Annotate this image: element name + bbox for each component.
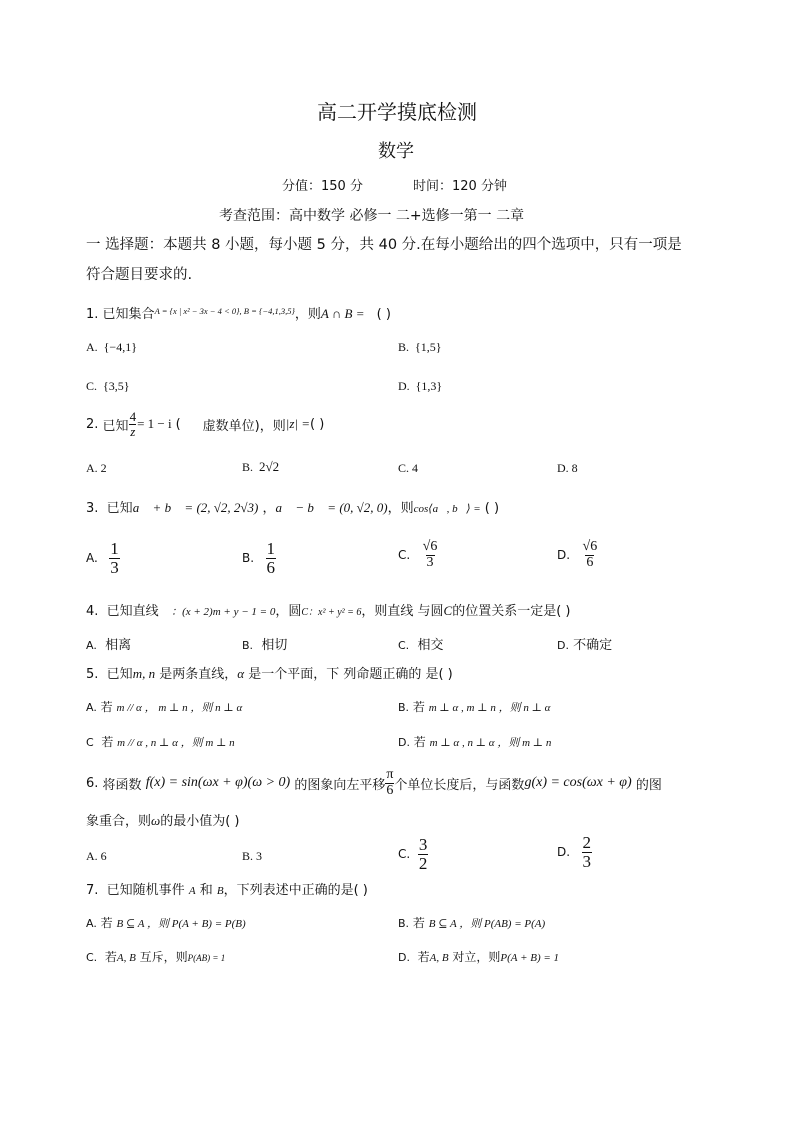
question-5 — [86, 663, 453, 682]
q7-option-b[interactable] — [398, 914, 545, 931]
variable-mn: m, n — [132, 666, 156, 681]
unit-note: 虚数单位)，则 — [202, 418, 286, 434]
page-title: 高二开学摸底检测 — [317, 100, 477, 124]
option-label: A. — [86, 849, 98, 863]
q6-option-d[interactable] — [557, 834, 592, 871]
option-label: C. — [398, 847, 411, 862]
paren-open: ( — [175, 416, 181, 432]
abs-expr: |z| = — [285, 416, 310, 432]
section-instruction-line1: 一 选择题：本题共 8 小题，每小题 5 分，共 40 分.在每小题给出的四个选项中，只有一项是 — [86, 237, 682, 253]
fraction: $\frac{4}{z}$ — [129, 409, 137, 439]
q2-option-c[interactable] — [398, 461, 418, 476]
question-7 — [86, 879, 368, 898]
fraction: $\frac{1}{6}$ — [266, 539, 275, 577]
question-text-3: 个单位长度后，与函数 — [394, 777, 525, 793]
q5-option-a[interactable] — [86, 698, 242, 715]
option-expr: B ⊆ A ，则 P(AB) = P(A) — [428, 918, 546, 930]
question-number: 4. — [86, 604, 99, 619]
subject-title: 数学 — [378, 141, 414, 162]
cosine-expr: cos⟨a⃗, b⃗⟩ = — [413, 503, 481, 515]
question-ask: ，则 — [387, 501, 414, 516]
q2-option-a[interactable] — [86, 461, 107, 476]
q7-option-a[interactable] — [86, 914, 246, 931]
option-expr: m ⊥ α , n ⊥ α ，则 m ⊥ n — [429, 737, 552, 749]
question-text-2: ，下列表述中正确的是( ) — [223, 883, 368, 898]
q1-option-a[interactable] — [86, 340, 137, 355]
q3-option-a[interactable] — [86, 540, 120, 577]
option-label: B. — [242, 639, 254, 652]
question-number: 2. — [86, 416, 99, 432]
question-2 — [86, 410, 324, 438]
q4-option-a[interactable] — [86, 634, 131, 653]
option-label: D. — [557, 845, 571, 860]
option-label: D. — [398, 951, 410, 964]
function-g: g(x) = cos(ωx + φ) — [524, 775, 632, 791]
option-prefix: 若 — [417, 950, 430, 964]
question-3: 3. 已知a⃗ + b⃗ = (2, √2, 2√3) ，a⃗ − b⃗ = (0, √2, 0)，则cos⟨a⃗, b⃗⟩ = ( ) — [86, 500, 500, 516]
q3-option-c[interactable] — [398, 540, 438, 570]
question-text-2: 的图象向左平移 — [294, 777, 386, 793]
circle-prefix: ，圆 — [275, 604, 302, 619]
option-expr: B ⊆ A ，则 P(A + B) = P(B) — [116, 918, 246, 930]
question-text: 已知 — [106, 667, 133, 682]
option-label: A. — [86, 639, 97, 652]
option-prefix: 若 — [412, 916, 425, 930]
q5-option-c[interactable] — [86, 733, 235, 750]
option-label: D. — [398, 379, 410, 393]
option-label: A. — [86, 461, 98, 475]
option-label: A. — [86, 701, 97, 714]
option-text: 不确定 — [573, 638, 613, 653]
option-label: C. — [86, 379, 98, 393]
q1-option-d[interactable] — [398, 379, 442, 394]
equation: = 1 − i — [137, 416, 172, 432]
question-number: 7. — [86, 883, 99, 898]
fraction: $\frac{√6}{3}$ — [422, 539, 438, 570]
question-number: 1. — [86, 307, 99, 322]
question-number: 6. — [86, 775, 99, 791]
q6-option-a[interactable] — [86, 849, 107, 864]
question-text-5: 象重合，则 — [86, 814, 152, 829]
variable-alpha: α — [237, 666, 245, 681]
option-text: 相离 — [105, 638, 132, 653]
q5-option-d[interactable] — [398, 733, 551, 750]
line-equation: ：(x + 2)m + y − 1 = 0 — [171, 606, 276, 618]
q3-option-d[interactable] — [557, 540, 598, 570]
conjunction: 和 — [199, 883, 213, 898]
time-info: 时间：120 分钟 — [413, 179, 507, 194]
fraction: $\frac{2}{3}$ — [582, 833, 592, 871]
event-pair: A, B — [116, 952, 136, 964]
variable-omega: ω — [151, 813, 161, 828]
circle-label: C — [443, 603, 453, 618]
question-text: 已知 — [102, 418, 129, 434]
option-label: A. — [86, 340, 98, 354]
circle-equation: C：x² + y² = 6 — [301, 607, 362, 618]
option-text: {1,3} — [415, 379, 443, 393]
question-6-line2 — [86, 810, 239, 829]
option-expr: m // α ， m ⊥ n ，则 n ⊥ α — [116, 702, 243, 714]
score-info: 分值：150 分 — [282, 179, 363, 194]
question-text: 已知集合 — [102, 307, 155, 322]
q5-option-b[interactable] — [398, 698, 550, 715]
q2-option-b[interactable] — [242, 459, 279, 475]
option-label: B. — [398, 340, 410, 354]
answer-paren: ( ) — [376, 307, 391, 322]
q1-option-c[interactable] — [86, 379, 130, 394]
vector-equation-2: a⃗ − b⃗ = (0, √2, 0) — [275, 500, 388, 515]
option-label: D. — [557, 461, 569, 475]
option-label: B. — [242, 849, 254, 863]
question-text-2: 是两条直线， — [159, 667, 238, 682]
option-label: C. — [86, 951, 98, 964]
option-prefix: 若 — [104, 950, 117, 964]
option-label: A. — [86, 551, 98, 566]
option-text: 6 — [100, 849, 107, 863]
option-text: 相切 — [261, 638, 288, 653]
event-b: B — [216, 885, 224, 897]
intersection-expr: A ∩ B = — [320, 306, 365, 321]
vector-equation-1: a⃗ + b⃗ = (2, √2, 2√3) — [132, 500, 259, 515]
option-label: D. — [557, 639, 569, 652]
option-expr: m ⊥ α , m ⊥ n ，则 n ⊥ α — [428, 702, 551, 714]
event-pair: A, B — [429, 952, 449, 964]
option-label: D. — [557, 548, 571, 563]
option-expr: m // α , n ⊥ α ，则 m ⊥ n — [117, 737, 235, 749]
option-expr: P(AB) = 1 — [187, 953, 226, 963]
q6-option-c[interactable] — [398, 836, 428, 873]
fraction: $\frac{3}{2}$ — [418, 835, 428, 873]
exam-scope: 考查范围：高中数学 必修一 二+选修一第一 二章 — [219, 208, 525, 224]
option-prefix: 若 — [100, 700, 113, 714]
q2-option-d[interactable] — [557, 461, 578, 476]
question-ask: ，则直线 与圆 — [361, 604, 444, 619]
option-label: C. — [398, 548, 411, 563]
question-number: 3. — [86, 501, 99, 516]
option-prefix: 若 — [413, 735, 426, 749]
option-text: 2√2 — [259, 459, 280, 474]
question-text-4: 的图 — [635, 777, 662, 793]
fraction: $\frac{1}{3}$ — [110, 539, 119, 577]
option-label: B. — [242, 551, 255, 566]
q4-option-b[interactable] — [242, 634, 287, 653]
option-text: 相交 — [417, 638, 444, 653]
q7-option-d[interactable] — [398, 948, 559, 965]
option-label: C. — [398, 639, 410, 652]
option-prefix: 若 — [101, 735, 114, 749]
question-ask: ，则 — [294, 307, 321, 322]
option-label: C. — [398, 461, 410, 475]
q3-option-b[interactable] — [242, 540, 276, 577]
option-label: A. — [86, 917, 97, 930]
fraction: $\frac{√6}{6}$ — [582, 539, 598, 570]
option-text: {3,5} — [103, 379, 130, 393]
option-text: {−4,1} — [103, 340, 137, 354]
q6-option-b[interactable] — [242, 849, 262, 864]
question-text: 已知随机事件 — [106, 883, 185, 898]
question-4 — [86, 600, 570, 619]
question-1 — [86, 303, 391, 322]
option-label: B. — [398, 701, 410, 714]
q4-option-c[interactable] — [398, 634, 443, 653]
question-text-3: 是一个平面，下 列命题正确的 是( ) — [248, 667, 453, 682]
option-label: C — [86, 736, 94, 749]
answer-paren: ( ) — [484, 501, 500, 516]
question-text: 已知 — [106, 501, 133, 516]
q7-option-c[interactable] — [86, 948, 225, 965]
option-mid: 对立，则 — [452, 950, 501, 964]
option-label: B. — [242, 460, 254, 474]
option-mid: 互斥，则 — [139, 950, 188, 964]
question-6 — [86, 768, 662, 798]
section-instruction-line2: 符合题目要求的. — [86, 267, 193, 283]
q1-option-b[interactable] — [398, 340, 442, 355]
question-ask-2: 的位置关系一定是( ) — [452, 604, 571, 619]
question-number: 5. — [86, 667, 99, 682]
set-definition: A = {x | x² − 3x − 4 < 0}, B = {−4,1,3,5} — [154, 306, 295, 316]
option-label: B. — [398, 917, 410, 930]
option-text: 2 — [100, 461, 107, 475]
fraction: $\frac{\pi}{6}$ — [386, 767, 394, 798]
option-expr: P(A + B) = 1 — [500, 952, 560, 964]
q4-option-d[interactable] — [557, 634, 612, 653]
question-text-6: 的最小值为( ) — [160, 814, 240, 829]
answer-paren: ( ) — [309, 416, 325, 432]
option-prefix: 若 — [412, 700, 425, 714]
option-text: 4 — [412, 461, 419, 475]
question-text: 将函数 — [102, 777, 142, 793]
function-f: f(x) = sin(ωx + φ)(ω > 0) — [145, 775, 291, 791]
question-text: 已知直线 — [106, 604, 159, 619]
option-text: 3 — [256, 849, 263, 863]
option-label: D. — [398, 736, 410, 749]
option-text: {1,5} — [415, 340, 442, 354]
option-prefix: 若 — [100, 916, 113, 930]
event-a: A — [188, 885, 196, 897]
option-text: 8 — [571, 461, 578, 475]
